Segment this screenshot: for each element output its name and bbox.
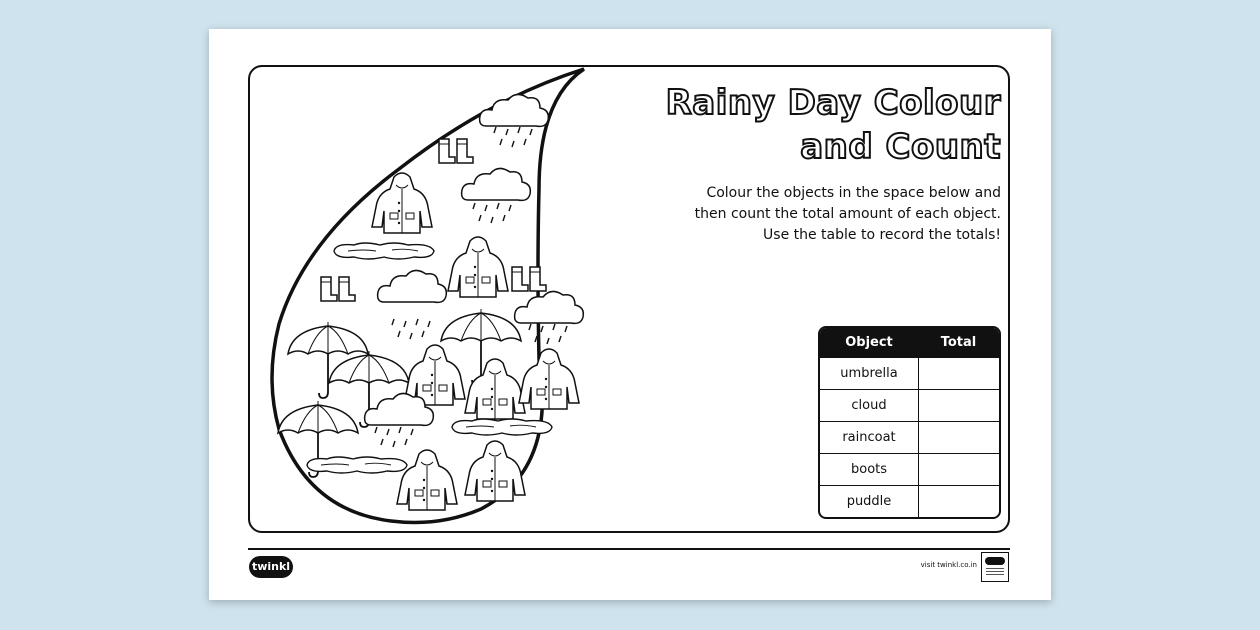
row-label-boots: boots <box>820 453 918 485</box>
total-cell-puddle[interactable] <box>918 485 999 517</box>
row-label-cloud: cloud <box>820 389 918 421</box>
title-line-2: and Count <box>800 127 1001 167</box>
worksheet-page <box>209 29 1051 600</box>
count-table <box>818 326 1001 519</box>
table-row <box>820 485 999 517</box>
puddle-icon <box>334 243 434 259</box>
puddle-icon <box>452 419 552 435</box>
visit-link[interactable]: visit twinkl.co.in <box>920 561 977 569</box>
puddle-icon <box>307 457 407 473</box>
total-cell-cloud[interactable] <box>918 389 999 421</box>
twinkl-logo: twinkl <box>249 556 293 578</box>
table-row <box>820 421 999 453</box>
table-row <box>820 453 999 485</box>
total-cell-raincoat[interactable] <box>918 421 999 453</box>
table-header-row <box>820 328 999 357</box>
badge-icon <box>981 552 1009 582</box>
header-total: Total <box>918 328 999 357</box>
total-cell-boots[interactable] <box>918 453 999 485</box>
header-object: Object <box>820 328 918 357</box>
table-row <box>820 357 999 389</box>
worksheet-title <box>641 81 1001 169</box>
row-label-raincoat: raincoat <box>820 421 918 453</box>
footer-divider <box>248 548 1010 550</box>
title-line-1: Rainy Day Colour <box>665 83 1001 123</box>
table-row <box>820 389 999 421</box>
instructions-text: Colour the objects in the space below and then count the total amount of each object. Use the table to record the totals! <box>694 185 1001 243</box>
row-label-umbrella: umbrella <box>820 357 918 389</box>
total-cell-umbrella[interactable] <box>918 357 999 389</box>
row-label-puddle: puddle <box>820 485 918 517</box>
